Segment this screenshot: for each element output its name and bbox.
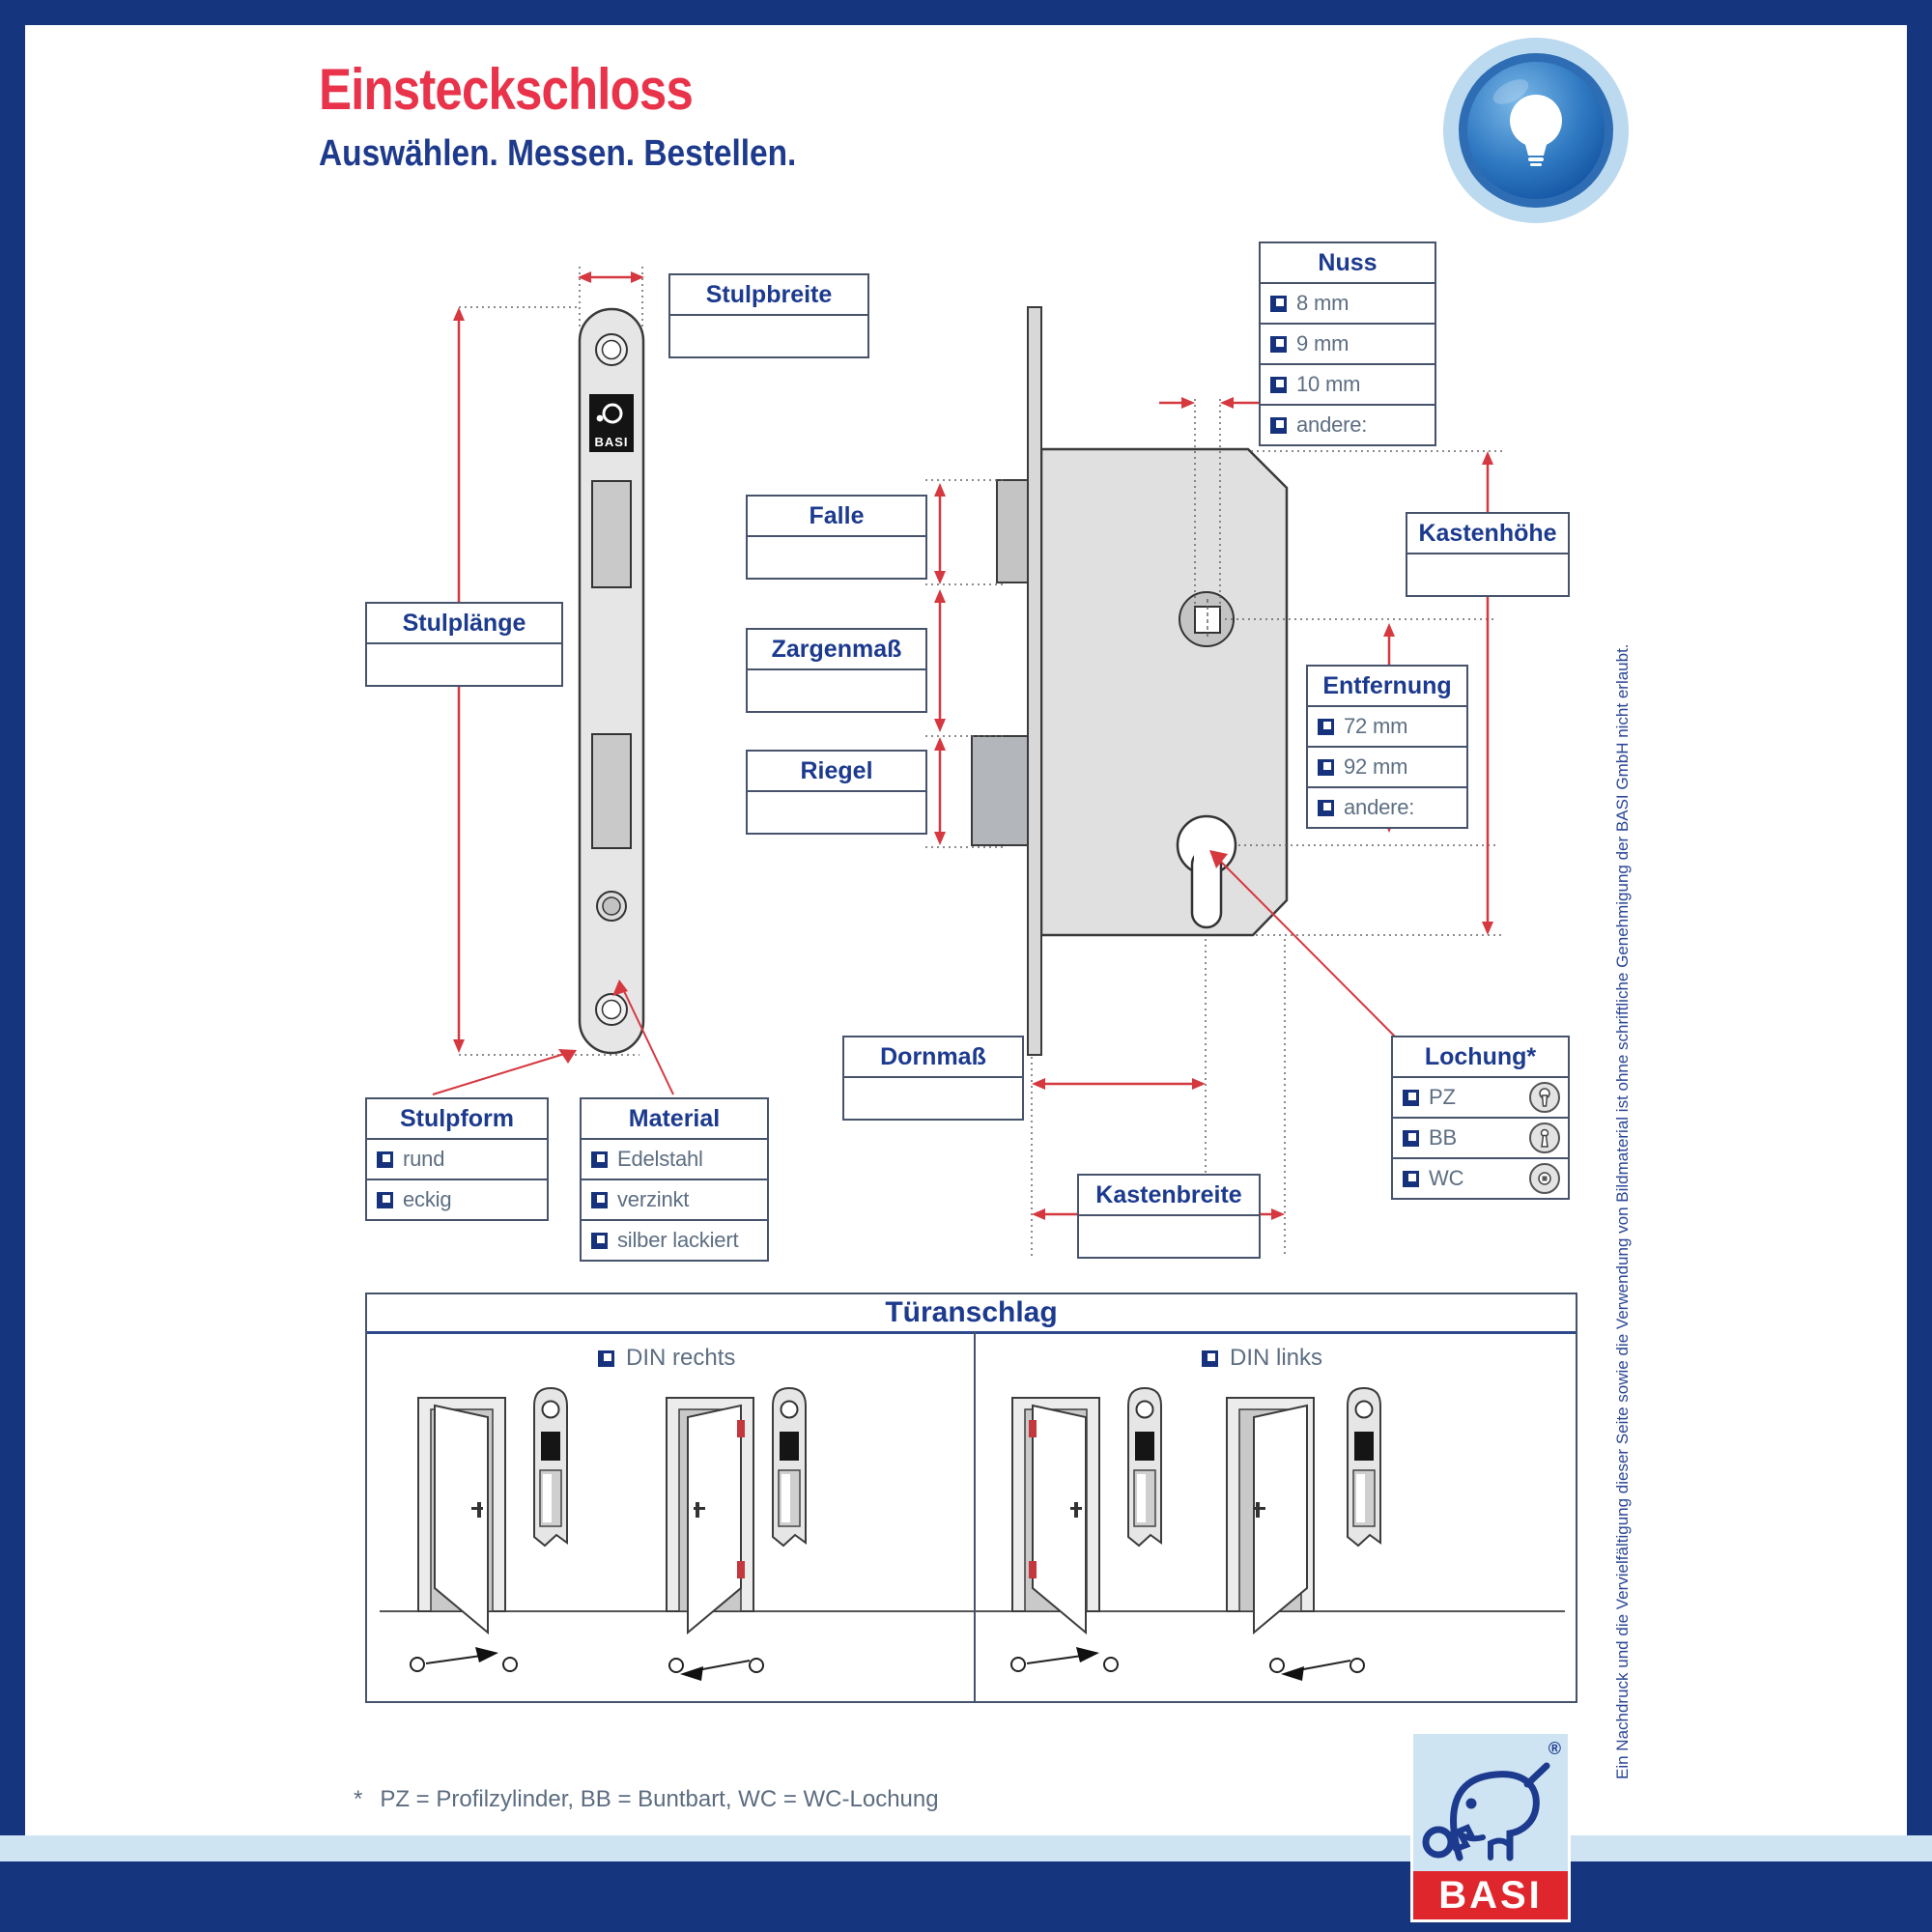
- checkbox-icon[interactable]: [1403, 1130, 1419, 1147]
- basi-logo-wordmark: BASI: [1413, 1871, 1568, 1919]
- entfernung-option-72mm[interactable]: 72 mm: [1308, 705, 1466, 746]
- registered-mark: ®: [1548, 1739, 1561, 1758]
- entfernung-option-andere[interactable]: andere:: [1308, 786, 1466, 827]
- kastenhoehe-label: Kastenhöhe: [1407, 514, 1568, 554]
- checkbox-icon[interactable]: [1270, 296, 1287, 312]
- riegel-box: [746, 750, 927, 835]
- entfernung-title: Entfernung: [1308, 667, 1466, 705]
- checkbox-icon[interactable]: [598, 1350, 614, 1367]
- lock-body-drawing: [972, 307, 1287, 1055]
- dornmass-box: [842, 1036, 1024, 1121]
- stulplaenge-label: Stulplänge: [367, 604, 561, 644]
- material-title: Material: [582, 1099, 767, 1138]
- material-option-silber-lackiert[interactable]: silber lackiert: [582, 1219, 767, 1260]
- tueranschlag-section: [365, 1293, 1577, 1703]
- stulplaenge-box: [365, 602, 563, 687]
- kastenbreite-box: [1077, 1174, 1261, 1259]
- kastenhoehe-value-field[interactable]: [1407, 554, 1568, 595]
- checkbox-icon[interactable]: [377, 1151, 393, 1168]
- basi-logo: [1410, 1731, 1571, 1922]
- basi-logo-mark: [1413, 1734, 1568, 1871]
- riegel-label: Riegel: [748, 752, 925, 792]
- din-rechts-option[interactable]: DIN rechts: [598, 1345, 735, 1372]
- checkbox-icon[interactable]: [1403, 1090, 1419, 1106]
- bb-bit-key-icon: [1528, 1122, 1561, 1154]
- stulpform-title: Stulpform: [367, 1099, 547, 1138]
- checkbox-icon[interactable]: [377, 1192, 393, 1208]
- kastenhoehe-box: [1406, 512, 1570, 597]
- lochung-option-wc[interactable]: WC: [1393, 1157, 1568, 1198]
- falle-box: [746, 495, 927, 580]
- checkbox-icon[interactable]: [1318, 719, 1334, 735]
- entfernung-options-box: [1306, 665, 1468, 829]
- din-links-option[interactable]: DIN links: [1202, 1345, 1322, 1372]
- section-divider: [974, 1331, 976, 1701]
- dornmass-label: Dornmaß: [844, 1037, 1022, 1078]
- stulpform-option-rund[interactable]: rund: [367, 1138, 547, 1179]
- wc-thumbturn-icon: [1528, 1162, 1561, 1195]
- falle-value-field[interactable]: [748, 537, 925, 578]
- nuss-option-10mm[interactable]: 10 mm: [1261, 363, 1435, 404]
- checkbox-icon[interactable]: [591, 1192, 608, 1208]
- stulpform-option-eckig[interactable]: eckig: [367, 1179, 547, 1219]
- nuss-option-9mm[interactable]: 9 mm: [1261, 323, 1435, 363]
- nuss-options-box: [1259, 242, 1436, 446]
- stulpbreite-label: Stulpbreite: [670, 275, 867, 316]
- checkbox-icon[interactable]: [1403, 1171, 1419, 1187]
- lochung-option-bb[interactable]: BB: [1393, 1117, 1568, 1157]
- nuss-title: Nuss: [1261, 243, 1435, 282]
- footnote-marker: *: [354, 1786, 363, 1812]
- lightbulb-icon: [1441, 36, 1631, 225]
- stulpbreite-box: [668, 273, 869, 358]
- footnote-text: PZ = Profilzylinder, BB = Buntbart, WC = WC-Lochung: [380, 1786, 939, 1812]
- material-options-box: [580, 1097, 769, 1262]
- material-option-edelstahl[interactable]: Edelstahl: [582, 1138, 767, 1179]
- checkbox-icon[interactable]: [1270, 336, 1287, 353]
- svg-text:BASI: BASI: [594, 435, 629, 449]
- riegel-value-field[interactable]: [748, 792, 925, 833]
- checkbox-icon[interactable]: [1202, 1350, 1218, 1367]
- lochung-options-box: [1391, 1036, 1570, 1200]
- stulpbreite-value-field[interactable]: [670, 316, 867, 356]
- nuss-option-andere[interactable]: andere:: [1261, 404, 1435, 444]
- nuss-option-8mm[interactable]: 8 mm: [1261, 282, 1435, 323]
- zargenmass-value-field[interactable]: [748, 670, 925, 711]
- entfernung-option-92mm[interactable]: 92 mm: [1308, 746, 1466, 786]
- checkbox-icon[interactable]: [591, 1151, 608, 1168]
- zargenmass-box: [746, 628, 927, 713]
- page-title: Einsteckschloss: [319, 57, 693, 122]
- material-option-verzinkt[interactable]: verzinkt: [582, 1179, 767, 1219]
- checkbox-icon[interactable]: [1270, 377, 1287, 393]
- tueranschlag-title: Türanschlag: [367, 1294, 1576, 1334]
- faceplate-basi-logo: [589, 394, 634, 452]
- pz-profile-cylinder-icon: [1528, 1081, 1561, 1114]
- checkbox-icon[interactable]: [1270, 417, 1287, 434]
- dornmass-value-field[interactable]: [844, 1078, 1022, 1119]
- lochung-title: Lochung*: [1393, 1037, 1568, 1076]
- faceplate-drawing: [580, 309, 643, 1053]
- kastenbreite-value-field[interactable]: [1079, 1216, 1259, 1257]
- checkbox-icon[interactable]: [1318, 759, 1334, 776]
- kastenbreite-label: Kastenbreite: [1079, 1176, 1259, 1216]
- page-subtitle: Auswählen. Messen. Bestellen.: [319, 133, 797, 174]
- zargenmass-label: Zargenmaß: [748, 630, 925, 670]
- copyright-vertical-text: Ein Nachdruck und die Vervielfältigung dieser Seite sowie die Verwendung von Bildmaterial ist ohne schriftliche Genehmigung der BASI GmbH nicht erlaubt.: [1613, 643, 1632, 1779]
- checkbox-icon[interactable]: [591, 1233, 608, 1249]
- checkbox-icon[interactable]: [1318, 800, 1334, 816]
- stulplaenge-value-field[interactable]: [367, 644, 561, 685]
- stulpform-options-box: [365, 1097, 549, 1221]
- lochung-option-pz[interactable]: PZ: [1393, 1076, 1568, 1117]
- falle-label: Falle: [748, 497, 925, 537]
